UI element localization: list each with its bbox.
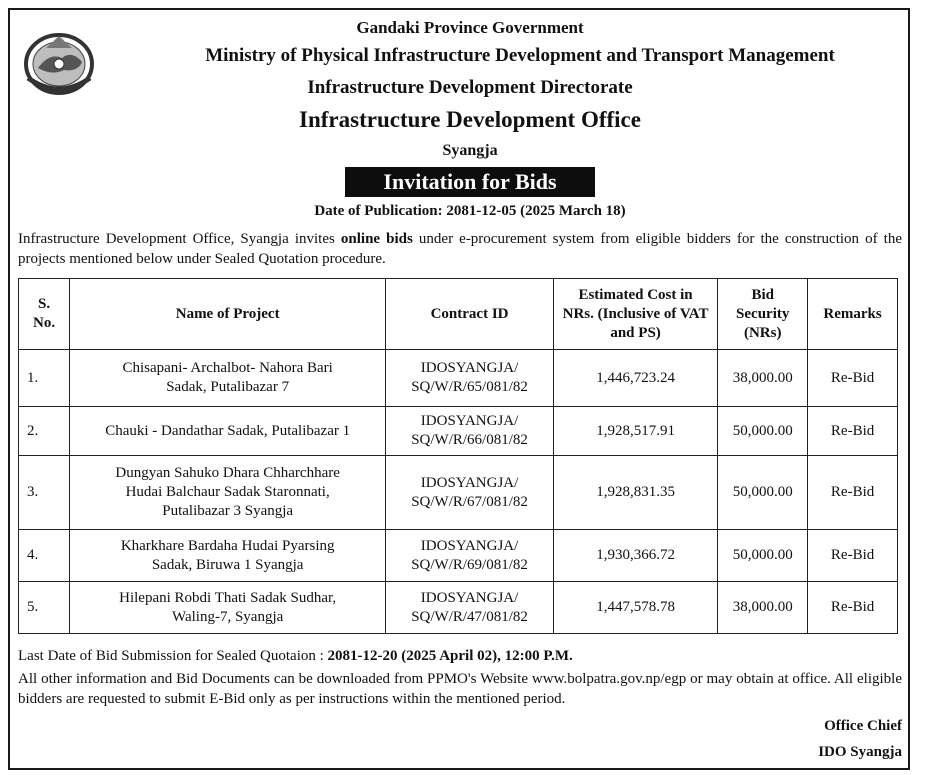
cell-contract-id: IDOSYANGJA/ SQ/W/R/69/081/82 bbox=[386, 530, 554, 582]
projects-table bbox=[18, 278, 898, 634]
publication-date: Date of Publication: 2081-12-05 (2025 March 18) bbox=[314, 203, 626, 219]
table-row bbox=[19, 582, 898, 634]
signature-title: Office Chief bbox=[824, 718, 902, 734]
government-name: Gandaki Province Government bbox=[356, 18, 584, 37]
cell-estimated-cost: 1,928,517.91 bbox=[553, 407, 717, 456]
table-row bbox=[19, 530, 898, 582]
submission-deadline: Last Date of Bid Submission for Sealed Quotaion : 2081-12-20 (2025 April 02), 12:00 P.M. bbox=[18, 648, 573, 664]
col-header-estimated-cost: Estimated Cost in NRs. (Inclusive of VAT and PS) bbox=[553, 279, 717, 350]
cell-bid-security: 38,000.00 bbox=[718, 350, 808, 407]
cell-contract-id: IDOSYANGJA/ SQ/W/R/47/081/82 bbox=[386, 582, 554, 634]
table-row bbox=[19, 407, 898, 456]
cell-sn: 1. bbox=[19, 350, 70, 407]
cell-project-name: Chisapani- Archalbot- Nahora Bari Sadak, Putalibazar 7 bbox=[70, 350, 386, 407]
cell-bid-security: 50,000.00 bbox=[718, 530, 808, 582]
cell-remarks: Re-Bid bbox=[808, 530, 898, 582]
cell-contract-id: IDOSYANGJA/ SQ/W/R/66/081/82 bbox=[386, 407, 554, 456]
notice-title-banner: Invitation for Bids bbox=[345, 167, 594, 197]
cell-remarks: Re-Bid bbox=[808, 456, 898, 530]
office-location: Syangja bbox=[442, 142, 498, 159]
additional-info: All other information and Bid Documents can be downloaded from PPMO's Website www.bolpatra.gov.np/egp or may obtain at office. All eligible bidders are requested to submit E-Bid only as per instructions within the mentioned period. bbox=[18, 671, 902, 707]
cell-sn: 4. bbox=[19, 530, 70, 582]
cell-estimated-cost: 1,446,723.24 bbox=[553, 350, 717, 407]
cell-bid-security: 50,000.00 bbox=[718, 407, 808, 456]
cell-contract-id: IDOSYANGJA/ SQ/W/R/65/081/82 bbox=[386, 350, 554, 407]
cell-contract-id: IDOSYANGJA/ SQ/W/R/67/081/82 bbox=[386, 456, 554, 530]
ministry-name: Ministry of Physical Infrastructure Development and Transport Management bbox=[205, 45, 835, 66]
col-header-remarks: Remarks bbox=[808, 279, 898, 350]
intro-highlight: online bids bbox=[340, 231, 413, 247]
cell-sn: 2. bbox=[19, 407, 70, 456]
deadline-value: 2081-12-20 (2025 April 02), 12:00 P.M. bbox=[327, 648, 573, 664]
cell-project-name: Kharkhare Bardaha Hudai Pyarsing Sadak, Biruwa 1 Syangja bbox=[70, 530, 386, 582]
col-header-sn: S. No. bbox=[19, 279, 70, 350]
cell-project-name: Hilepani Robdi Thati Sadak Sudhar, Waling-7, Syangja bbox=[70, 582, 386, 634]
directorate-name: Infrastructure Development Directorate bbox=[307, 77, 633, 98]
cell-bid-security: 38,000.00 bbox=[718, 582, 808, 634]
table-row bbox=[19, 350, 898, 407]
col-header-project: Name of Project bbox=[70, 279, 386, 350]
cell-sn: 3. bbox=[19, 456, 70, 530]
cell-estimated-cost: 1,928,831.35 bbox=[553, 456, 717, 530]
table-header-row bbox=[19, 279, 898, 350]
cell-bid-security: 50,000.00 bbox=[718, 456, 808, 530]
cell-remarks: Re-Bid bbox=[808, 350, 898, 407]
col-header-bid-security: Bid Security (NRs) bbox=[718, 279, 808, 350]
cell-estimated-cost: 1,447,578.78 bbox=[553, 582, 717, 634]
cell-project-name: Dungyan Sahuko Dhara Chharchhare Hudai Balchaur Sadak Staronnati, Putalibazar 3 Syangja bbox=[70, 456, 386, 530]
col-header-contract-id: Contract ID bbox=[386, 279, 554, 350]
signature-office: IDO Syangja bbox=[818, 744, 902, 760]
intro-paragraph: Infrastructure Development Office, Syangja invites online bids under e-procurement system from eligible bidders for the construction of the projects mentioned below under Sealed Quotation procedure. bbox=[18, 231, 903, 267]
cell-sn: 5. bbox=[19, 582, 70, 634]
office-name: Infrastructure Development Office bbox=[299, 107, 641, 132]
table-row bbox=[19, 456, 898, 530]
cell-remarks: Re-Bid bbox=[808, 582, 898, 634]
cell-remarks: Re-Bid bbox=[808, 407, 898, 456]
cell-project-name: Chauki - Dandathar Sadak, Putalibazar 1 bbox=[70, 407, 386, 456]
cell-estimated-cost: 1,930,366.72 bbox=[553, 530, 717, 582]
